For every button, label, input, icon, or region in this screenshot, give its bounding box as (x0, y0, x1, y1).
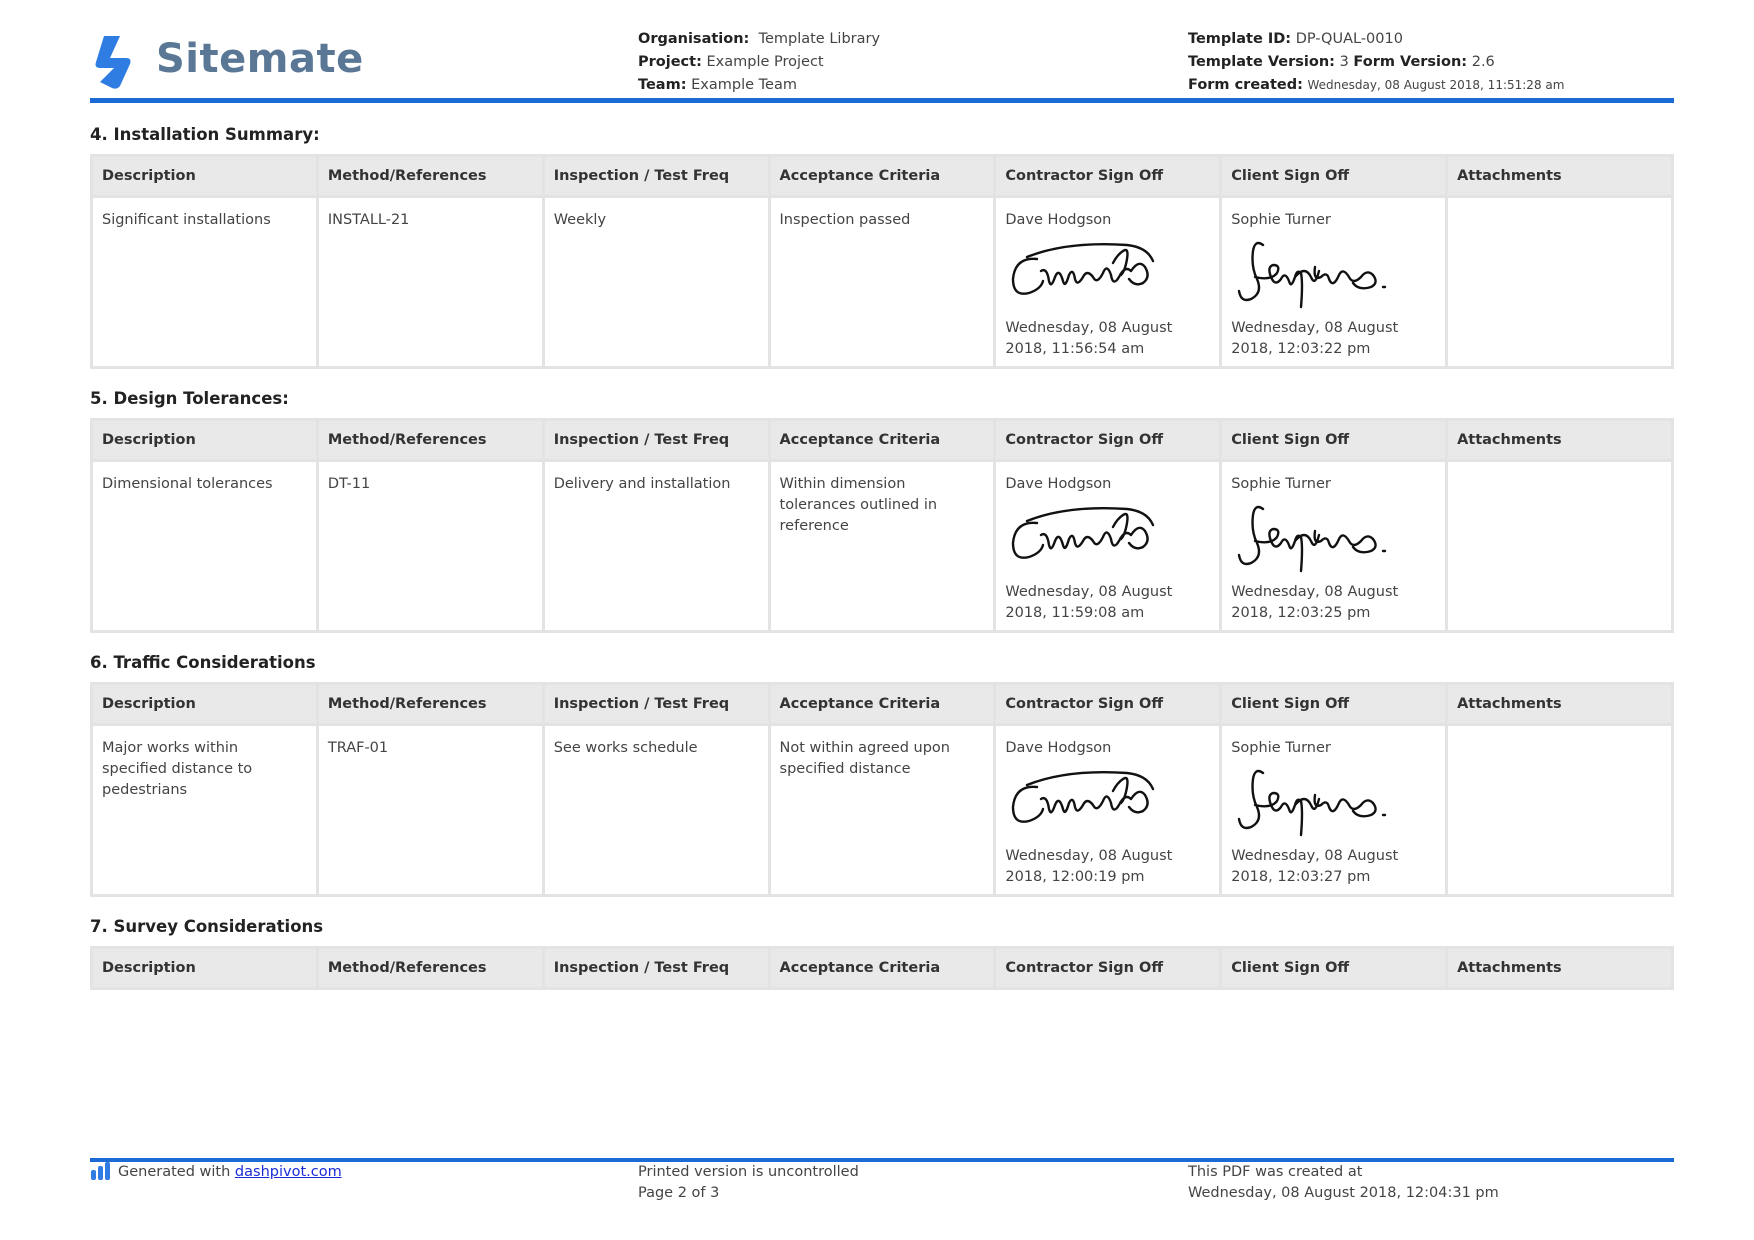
form-created-label: Form created: (1188, 77, 1303, 93)
col-client-signoff: Client Sign Off (1222, 949, 1445, 987)
col-criteria: Acceptance Criteria (771, 685, 994, 723)
col-frequency: Inspection / Test Freq (545, 157, 768, 195)
client-name: Sophie Turner (1231, 212, 1331, 228)
contractor-signoff-time: Wednesday, 08 August 2018, 11:56:54 am (1005, 320, 1173, 357)
cell-criteria: Not within agreed upon specified distance (771, 726, 994, 894)
col-contractor-signoff: Contractor Sign Off (996, 157, 1219, 195)
inspection-table (90, 154, 1674, 369)
client-signoff-time: Wednesday, 08 August 2018, 12:03:22 pm (1231, 320, 1399, 357)
table-row (93, 198, 1671, 366)
cell-frequency: Weekly (545, 198, 768, 366)
section-title: 5. Design Tolerances: (90, 389, 289, 408)
section-title: 6. Traffic Considerations (90, 653, 316, 672)
col-criteria: Acceptance Criteria (771, 949, 994, 987)
table-header-row (93, 157, 1671, 195)
client-signature (1233, 237, 1393, 311)
header-divider (90, 98, 1674, 103)
team-value: Example Team (691, 77, 797, 93)
col-method: Method/References (319, 949, 542, 987)
cell-method: INSTALL-21 (319, 198, 542, 366)
col-description: Description (93, 157, 316, 195)
col-client-signoff: Client Sign Off (1222, 685, 1445, 723)
col-client-signoff: Client Sign Off (1222, 421, 1445, 459)
client-name: Sophie Turner (1231, 740, 1331, 756)
client-signoff-time: Wednesday, 08 August 2018, 12:03:25 pm (1231, 584, 1399, 621)
contractor-signature (1007, 237, 1167, 311)
client-signoff-time: Wednesday, 08 August 2018, 12:03:27 pm (1231, 848, 1399, 885)
template-version-label: Template Version: (1188, 54, 1335, 70)
footer-generated (90, 1162, 342, 1183)
col-method: Method/References (319, 157, 542, 195)
section-survey-considerations (90, 914, 1674, 990)
contractor-name: Dave Hodgson (1005, 212, 1112, 228)
cell-frequency: See works schedule (545, 726, 768, 894)
pdf-created-value: Wednesday, 08 August 2018, 12:04:31 pm (1188, 1185, 1499, 1201)
footer-print-info (638, 1162, 859, 1204)
cell-frequency: Delivery and installation (545, 462, 768, 630)
table-header-row (93, 949, 1671, 987)
inspection-table (90, 682, 1674, 897)
col-attachments: Attachments (1448, 949, 1671, 987)
cell-criteria: Within dimension tolerances outlined in reference (771, 462, 994, 630)
dashpivot-link[interactable]: dashpivot.com (234, 1164, 342, 1180)
uncontrolled-notice: Printed version is uncontrolled (638, 1164, 859, 1180)
section-installation-summary (90, 122, 1674, 369)
inspection-table (90, 418, 1674, 633)
form-version-label: Form Version: (1353, 54, 1468, 70)
col-client-signoff: Client Sign Off (1222, 157, 1445, 195)
client-signature (1233, 501, 1393, 575)
cell-contractor-signoff (996, 198, 1219, 366)
col-criteria: Acceptance Criteria (771, 421, 994, 459)
col-description: Description (93, 685, 316, 723)
team-label: Team: (638, 77, 687, 93)
col-frequency: Inspection / Test Freq (545, 949, 768, 987)
col-attachments: Attachments (1448, 157, 1671, 195)
header-template-info (1188, 28, 1564, 97)
project-value: Example Project (706, 54, 824, 70)
contractor-signoff-time: Wednesday, 08 August 2018, 11:59:08 am (1005, 584, 1173, 621)
col-contractor-signoff: Contractor Sign Off (996, 949, 1219, 987)
contractor-signature (1007, 765, 1167, 839)
client-signature (1233, 765, 1393, 839)
col-contractor-signoff: Contractor Sign Off (996, 421, 1219, 459)
table-header-row (93, 685, 1671, 723)
cell-client-signoff (1222, 726, 1445, 894)
template-id-label: Template ID: (1188, 31, 1292, 47)
section-title: 4. Installation Summary: (90, 125, 320, 144)
cell-description: Dimensional tolerances (93, 462, 316, 630)
cell-attachments (1448, 462, 1671, 630)
col-description: Description (93, 949, 316, 987)
header-org-info (638, 28, 880, 97)
col-frequency: Inspection / Test Freq (545, 421, 768, 459)
cell-attachments (1448, 198, 1671, 366)
cell-method: DT-11 (319, 462, 542, 630)
table-row (93, 726, 1671, 894)
table-header-row (93, 421, 1671, 459)
col-method: Method/References (319, 685, 542, 723)
form-version-value: 2.6 (1471, 54, 1495, 70)
col-frequency: Inspection / Test Freq (545, 685, 768, 723)
page-number: Page 2 of 3 (638, 1185, 720, 1201)
organisation-label: Organisation: (638, 31, 750, 47)
cell-description: Significant installations (93, 198, 316, 366)
form-created-value: Wednesday, 08 August 2018, 11:51:28 am (1307, 78, 1565, 92)
project-label: Project: (638, 54, 702, 70)
col-contractor-signoff: Contractor Sign Off (996, 685, 1219, 723)
dashpivot-icon (90, 1162, 112, 1180)
section-title: 7. Survey Considerations (90, 917, 324, 936)
client-name: Sophie Turner (1231, 476, 1331, 492)
col-criteria: Acceptance Criteria (771, 157, 994, 195)
template-id-value: DP-QUAL-0010 (1295, 31, 1403, 47)
generated-prefix: Generated with (118, 1164, 231, 1180)
cell-description: Major works within specified distance to pedestrians (93, 726, 316, 894)
inspection-table (90, 946, 1674, 990)
cell-client-signoff (1222, 198, 1445, 366)
col-attachments: Attachments (1448, 421, 1671, 459)
sitemate-logo (90, 30, 364, 90)
contractor-signoff-time: Wednesday, 08 August 2018, 12:00:19 pm (1005, 848, 1173, 885)
table-row (93, 462, 1671, 630)
cell-method: TRAF-01 (319, 726, 542, 894)
logo-wordmark: Sitemate (156, 36, 364, 82)
pdf-created-label: This PDF was created at (1188, 1164, 1363, 1180)
contractor-name: Dave Hodgson (1005, 476, 1112, 492)
cell-criteria: Inspection passed (771, 198, 994, 366)
col-description: Description (93, 421, 316, 459)
page-header (90, 26, 1674, 102)
footer-created-info (1188, 1162, 1499, 1204)
cell-attachments (1448, 726, 1671, 894)
contractor-name: Dave Hodgson (1005, 740, 1112, 756)
cell-contractor-signoff (996, 726, 1219, 894)
col-method: Method/References (319, 421, 542, 459)
contractor-signature (1007, 501, 1167, 575)
cell-contractor-signoff (996, 462, 1219, 630)
template-version-value: 3 (1339, 54, 1349, 70)
section-traffic-considerations (90, 650, 1674, 897)
sitemate-logo-icon (90, 34, 138, 90)
cell-client-signoff (1222, 462, 1445, 630)
col-attachments: Attachments (1448, 685, 1671, 723)
organisation-value: Template Library (758, 31, 881, 47)
section-design-tolerances (90, 386, 1674, 633)
